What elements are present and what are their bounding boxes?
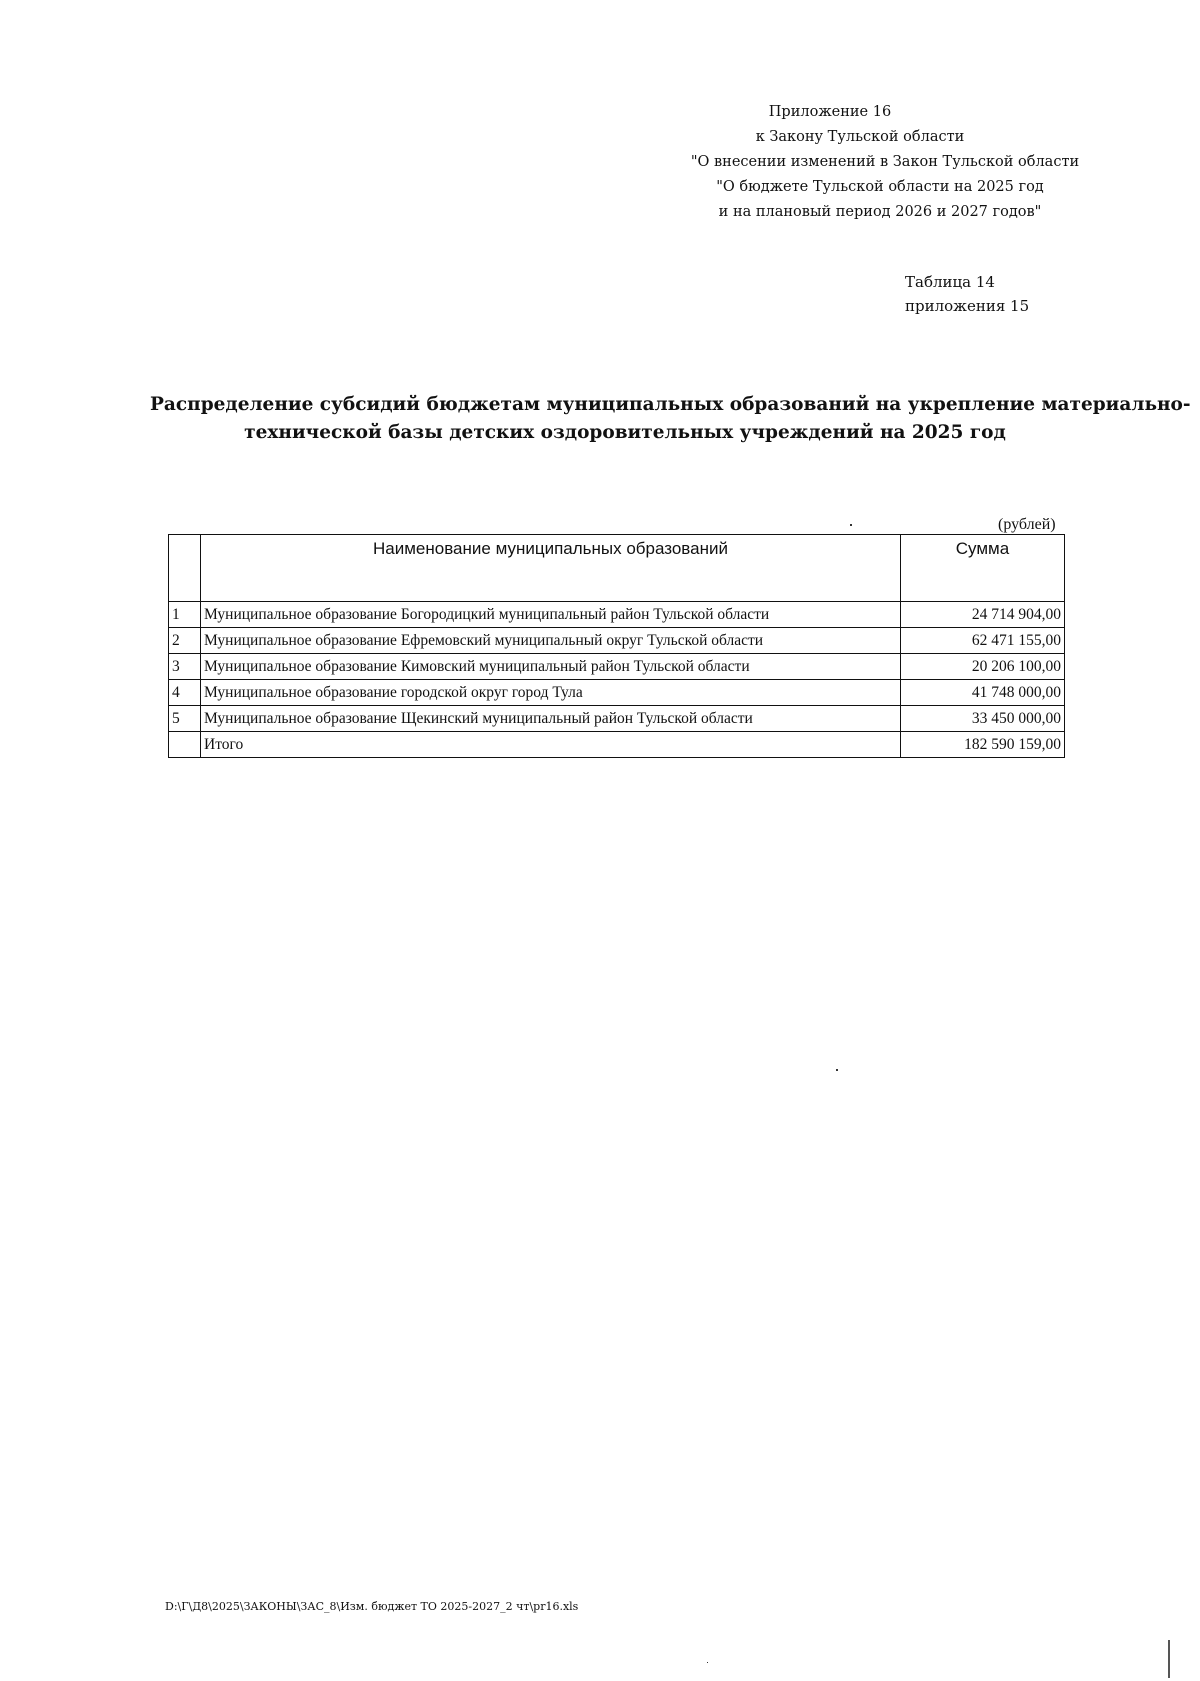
row-number: 5 — [169, 706, 201, 732]
scan-speck — [707, 1662, 708, 1663]
table-row — [169, 680, 1065, 706]
document-title-line: технической базы детских оздоровительных учреждений на 2025 год — [244, 422, 1006, 443]
total-number — [169, 732, 201, 758]
row-name: Муниципальное образование Богородицкий муниципальный район Тульской области — [201, 602, 901, 628]
header-sum: Сумма — [901, 535, 1065, 602]
scan-speck — [850, 524, 852, 526]
row-number: 2 — [169, 628, 201, 654]
units-label: (рублей) — [998, 516, 1056, 533]
row-number: 3 — [169, 654, 201, 680]
row-sum: 41 748 000,00 — [901, 680, 1065, 706]
header-name: Наименование муниципальных образований — [201, 535, 901, 602]
row-name: Муниципальное образование Щекинский муниципальный район Тульской области — [201, 706, 901, 732]
row-number: 4 — [169, 680, 201, 706]
appendix-line: "О бюджете Тульской области на 2025 год — [716, 179, 1044, 195]
total-sum: 182 590 159,00 — [901, 732, 1065, 758]
table-row — [169, 654, 1065, 680]
row-sum: 20 206 100,00 — [901, 654, 1065, 680]
subsidies-table — [168, 534, 1065, 758]
table-row — [169, 628, 1065, 654]
table-reference-line: Таблица 14 — [905, 273, 995, 291]
header-number — [169, 535, 201, 602]
row-sum: 62 471 155,00 — [901, 628, 1065, 654]
appendix-line: к Закону Тульской области — [755, 129, 965, 145]
row-number: 1 — [169, 602, 201, 628]
document-title-line: Распределение субсидий бюджетам муниципальных образований на укрепление материально- — [150, 394, 1191, 415]
appendix-line: и на плановый период 2026 и 2027 годов" — [718, 204, 1042, 220]
appendix-header — [650, 100, 1100, 225]
table-reference-line: приложения 15 — [905, 297, 1030, 315]
total-label: Итого — [201, 732, 901, 758]
scan-speck — [836, 1069, 838, 1071]
row-name: Муниципальное образование Кимовский муниципальный район Тульской области — [201, 654, 901, 680]
row-name: Муниципальное образование городской округ город Тула — [201, 680, 901, 706]
appendix-line: "О внесении изменений в Закон Тульской области — [690, 154, 1080, 170]
table-reference — [905, 270, 1029, 318]
table-header-row — [169, 535, 1065, 602]
total-row — [169, 732, 1065, 758]
table-row — [169, 706, 1065, 732]
document-title — [150, 391, 1191, 447]
row-sum: 24 714 904,00 — [901, 602, 1065, 628]
row-sum: 33 450 000,00 — [901, 706, 1065, 732]
table-row — [169, 602, 1065, 628]
file-path-footer: D:\Г\Д8\2025\ЗАКОНЫ\ЗАС_8\Изм. бюджет ТО 2025-2027_2 чт\pr16.xls — [165, 1600, 579, 1613]
scan-margin-mark — [1168, 1640, 1170, 1678]
row-name: Муниципальное образование Ефремовский муниципальный округ Тульской области — [201, 628, 901, 654]
appendix-line: Приложение 16 — [768, 104, 892, 120]
